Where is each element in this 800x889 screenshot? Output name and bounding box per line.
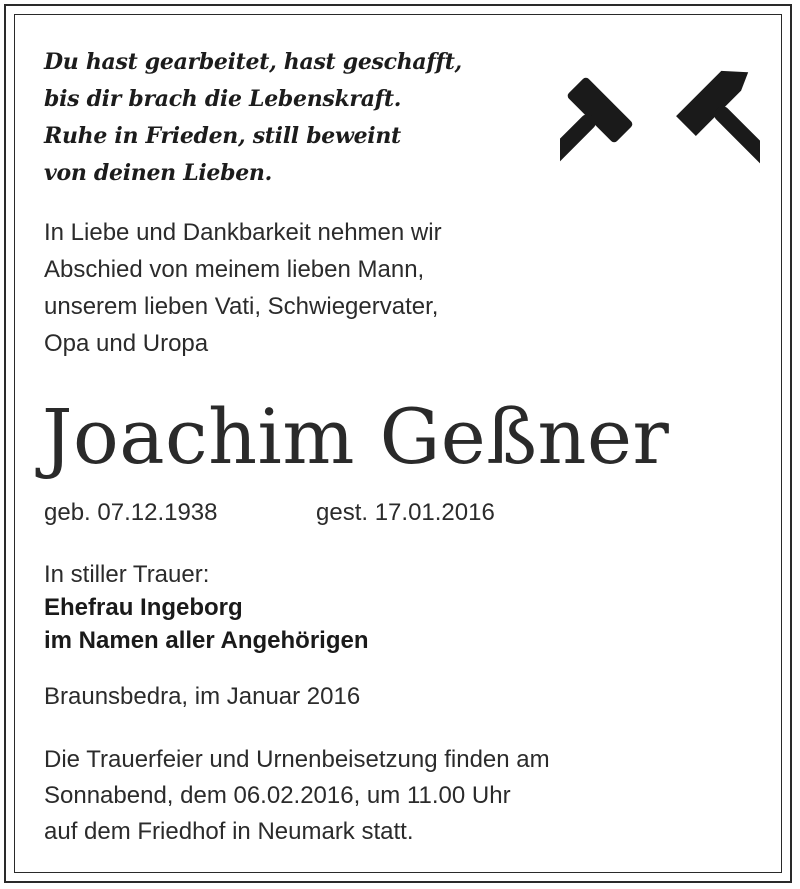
mourning-label: In stiller Trauer:: [44, 561, 210, 588]
mourner-name: Ehefrau Ingeborg: [44, 594, 243, 621]
service-line: Die Trauerfeier und Urnenbeisetzung finden am: [44, 746, 550, 773]
place-date: Braunsbedra, im Januar 2016: [44, 683, 361, 710]
poem-line: Du hast gearbeitet, hast geschafft,: [44, 49, 462, 75]
deceased-name: Joachim Geßner: [42, 392, 670, 481]
intro-line: Abschied von meinem lieben Mann,: [44, 256, 425, 283]
life-dates: [44, 496, 495, 530]
service-line: auf dem Friedhof in Neumark statt.: [44, 818, 414, 845]
poem-line: von deinen Lieben.: [44, 160, 272, 186]
memorial-poem: [44, 44, 462, 192]
poem-line: bis dir brach die Lebenskraft.: [44, 86, 402, 112]
funeral-service-info: [44, 742, 550, 850]
birth-date: geb. 07.12.1938: [44, 499, 218, 526]
intro-line: In Liebe und Dankbarkeit nehmen wir: [44, 219, 442, 246]
relatives-line: im Namen aller Angehörigen: [44, 627, 369, 654]
intro-text: [44, 214, 442, 362]
crossed-hammers-icon: [560, 60, 760, 245]
death-date: gest. 17.01.2016: [316, 499, 495, 526]
intro-line: unserem lieben Vati, Schwiegervater,: [44, 293, 439, 320]
service-line: Sonnabend, dem 06.02.2016, um 11.00 Uhr: [44, 782, 511, 809]
intro-line: Opa und Uropa: [44, 330, 209, 357]
poem-line: Ruhe in Frieden, still beweint: [44, 123, 401, 149]
mourners-block: [44, 558, 369, 657]
